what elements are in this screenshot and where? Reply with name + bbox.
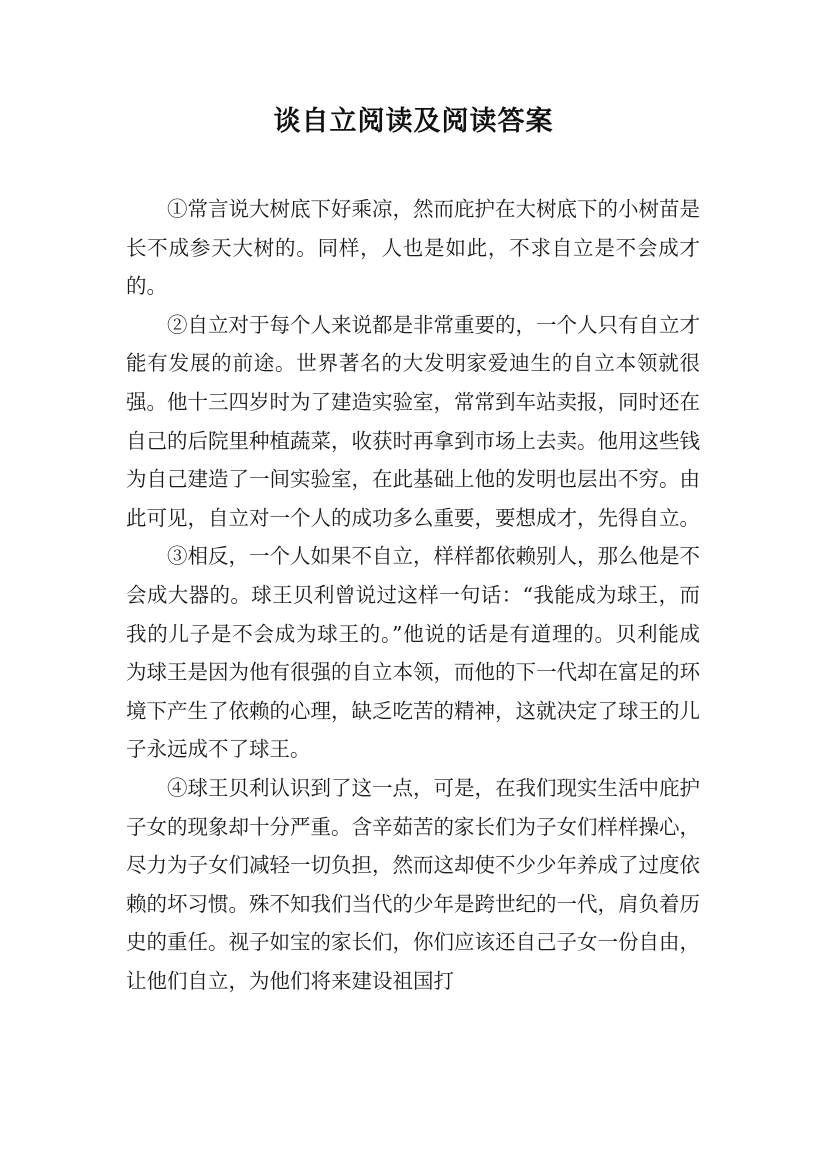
- paragraph-3: ③相反，一个人如果不自立，样样都依赖别人，那么他是不会成大器的。球王贝利曾说过这样一句话：“我能成为球王，而我的儿子是不会成为球王的。”他说的话是有道理的。贝利能成为球王是因为他有很强的自立本领，而他的下一代却在富足的环境下产生了依赖的心理，缺乏吃苦的精神，这就决定了球王的儿子永远成不了球王。: [126, 544, 700, 762]
- page-title: 谈自立阅读及阅读答案: [273, 106, 554, 137]
- paragraph-2: ②自立对于每个人来说都是非常重要的，一个人只有自立才能有发展的前途。世界著名的大发明家爱迪生的自立本领就很强。他十三四岁时为了建造实验室，常常到车站卖报，同时还在自己的后院里种植蔬菜，收获时再拿到市场上去卖。他用这些钱为自己建造了一间实验室，在此基础上他的发明也层出不穷。由此可见，自立对一个人的成功多么重要，要想成才，先得自立。: [126, 312, 700, 530]
- article-body: [126, 190, 700, 1000]
- paragraph-1: ①常言说大树底下好乘凉，然而庇护在大树底下的小树苗是长不成参天大树的。同样，人也是如此，不求自立是不会成才的。: [126, 197, 700, 299]
- paragraph-4: ④球王贝利认识到了这一点，可是，在我们现实生活中庇护子女的现象却十分严重。含辛茹苦的家长们为子女们样样操心，尽力为子女们减轻一切负担，然而这却使不少少年养成了过度依赖的坏习惯。殊不知我们当代的少年是跨世纪的一代，肩负着历史的重任。视子如宝的家长们，你们应该还自己子女一份自由，让他们自立，为他们将来建设祖国打: [126, 775, 700, 993]
